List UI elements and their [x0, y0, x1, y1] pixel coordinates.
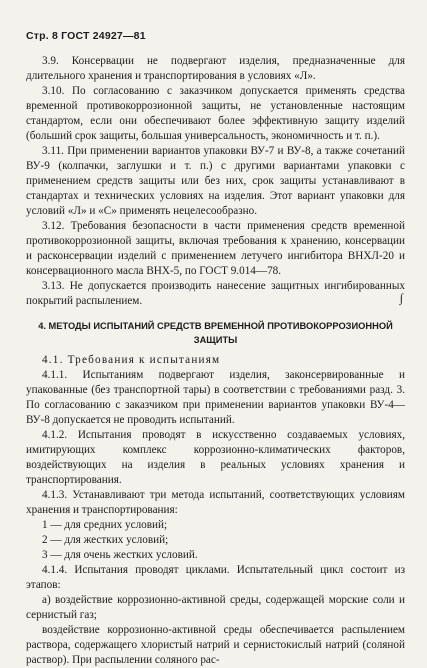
paragraph-3-12: 3.12. Требования безопасности в части применения средств временной противокоррозионной защиты, включая требования к хранению, консервации и расконсервации изделий с применением летучего ингибитора ВНХЛ-20 и консервационного масла ВНХ-5, по ГОСТ 9.014—78.	[26, 220, 405, 277]
paragraph-4-1-2: 4.1.2. Испытания проводят в искусственно создаваемых условиях, имитирующих комплекс коррозионно-климатических факторов, воздействующих на изделия в реальных условиях хранения и транспортирования.	[26, 429, 405, 486]
section-title: 4. МЕТОДЫ ИСПЫТАНИЙ СРЕДСТВ ВРЕМЕННОЙ ПРОТИВОКОРРОЗИОННОЙ ЗАЩИТЫ	[38, 321, 393, 345]
paragraph-4-1-3: 4.1.3. Устанавливают три метода испытаний, соответствующих условиям хранения и транспортирования:	[26, 489, 405, 516]
paragraph-4-1-1: 4.1.1. Испытаниям подвергают изделия, законсервированные и упакованные (без транспортной тары) в соответствии с требованиями разд. 3. По согласованию с заказчиком при применении вариантов упаковки ВУ-4—ВУ-8 допускается не проводить испытаний.	[26, 369, 405, 426]
paragraph-3-11: 3.11. При применении вариантов упаковки ВУ-7 и ВУ-8, а также сочетаний ВУ-9 (колпачки, заглушки и т. п.) с другими вариантами упаковки с применением средств защиты или без них, срок защиты устанавливают в стандартах и технических условиях на изделия. Этот вариант упаковки для условий «Л» и «С» применять нецелесообразно.	[26, 145, 405, 217]
page-header: Стр. 8 ГОСТ 24927—81	[26, 30, 146, 42]
paragraph-4-1-4: 4.1.4. Испытания проводят циклами. Испытательный цикл состоит из этапов:	[26, 564, 405, 591]
subsection-title: 4.1. Требования к испытаниям	[42, 354, 221, 366]
method-item-1: 1 — для средних условий;	[42, 519, 168, 531]
method-item-2: 2 — для жестких условий;	[42, 534, 169, 546]
method-item-3: 3 — для очень жестких условий.	[42, 549, 198, 561]
paragraph-spray: воздействие коррозионно-активной среды обеспечивается распылением раствора, содержащего хлористый натрий и сернистокислый натрий (соляной раствор). При распылении соляного рас-	[26, 624, 405, 666]
paragraph-3-13: 3.13. Не допускается производить нанесение защитных ингибированных покрытий распылением.	[26, 280, 405, 307]
paragraph-3-10: 3.10. По согласованию с заказчиком допускается применять средства временной противокоррозионной защиты, не установленные настоящим стандартом, если они обеспечивают более эффективную защиту изделий (больший срок защиты, большая универсальность, экономичность и т. п.).	[26, 85, 405, 142]
paragraph-stage-a: а) воздействие коррозионно-активной среды, содержащей морские соли и сернистый газ;	[26, 594, 405, 621]
margin-mark: ∫	[399, 291, 403, 305]
paragraph-3-9: 3.9. Консервации не подвергают изделия, предназначенные для длительного хранения и транспортирования в условиях «Л».	[26, 55, 405, 82]
